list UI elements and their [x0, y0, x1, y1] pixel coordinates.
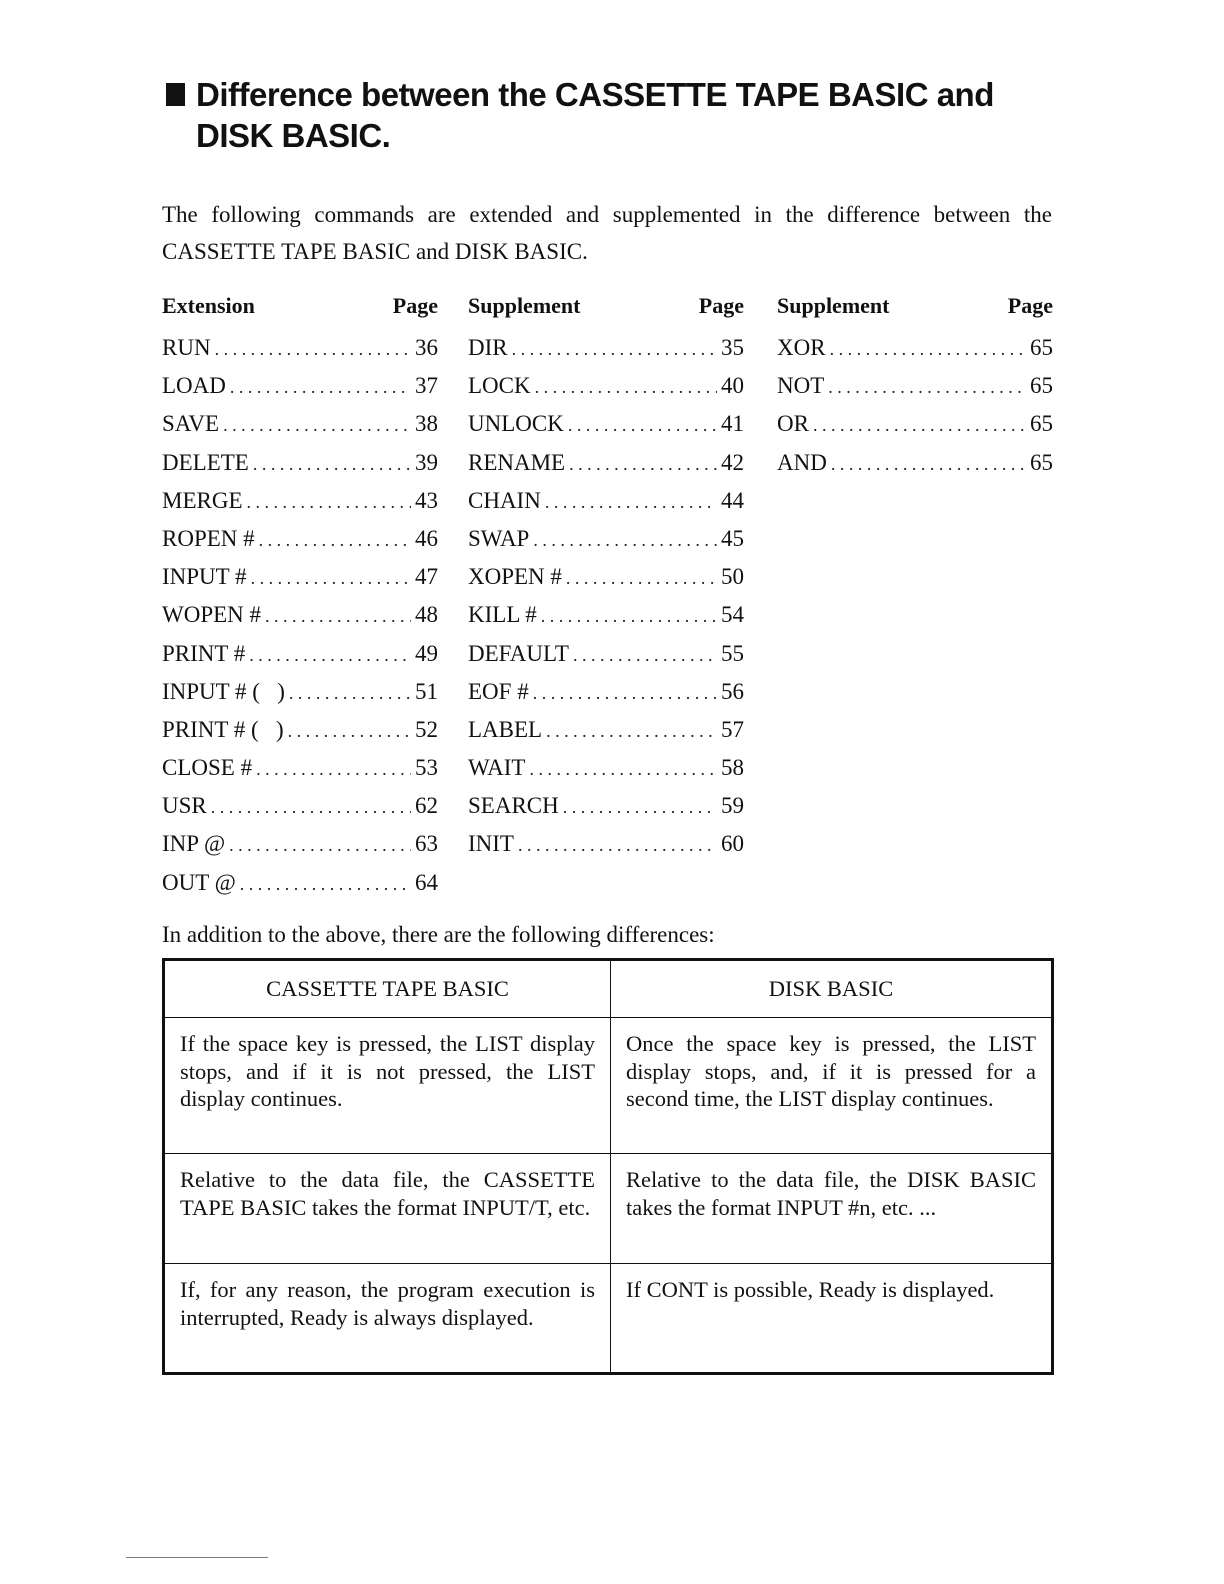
page-number: 62	[415, 793, 438, 819]
page-number: 42	[721, 449, 744, 475]
command-name: SAVE	[162, 411, 220, 437]
command-name: PRINT #	[162, 640, 246, 666]
list-item	[468, 635, 744, 673]
title-line-1: Difference between the CASSETTE TAPE BASIC and	[196, 76, 994, 113]
command-name: XOPEN #	[468, 564, 562, 590]
dot-leader	[830, 330, 1026, 368]
list-item	[777, 405, 1053, 443]
dot-leader	[253, 445, 411, 483]
page-number: 44	[721, 487, 744, 513]
dot-leader	[215, 330, 411, 368]
list-item	[468, 749, 744, 787]
dot-leader	[831, 445, 1026, 483]
page-number: 39	[415, 449, 438, 475]
list-item	[468, 444, 744, 482]
command-name: CHAIN	[468, 487, 541, 513]
command-name: DEFAULT	[468, 640, 569, 666]
command-name: SEARCH	[468, 793, 559, 819]
dot-leader	[249, 636, 411, 674]
dot-leader	[541, 597, 717, 635]
page-heading-label: Page	[1007, 293, 1053, 318]
page-number: 40	[721, 373, 744, 399]
dot-leader	[529, 750, 717, 788]
list-item	[468, 673, 744, 711]
list-item	[468, 367, 744, 405]
command-name: EOF #	[468, 678, 529, 704]
column-heading	[162, 291, 438, 329]
supplement-column-1	[468, 291, 744, 864]
dot-leader	[251, 559, 411, 597]
page-number: 51	[415, 678, 438, 704]
list-item	[162, 596, 438, 634]
page-number: 53	[415, 755, 438, 781]
dot-leader	[223, 406, 411, 444]
list-item	[468, 558, 744, 596]
disk-cell: Once the space key is pressed, the LIST display stops, and, if it is pressed for a second time, the LIST display continues.	[611, 1018, 1053, 1154]
command-name: INP @	[162, 831, 226, 857]
page-number: 65	[1030, 373, 1053, 399]
dot-leader	[566, 559, 717, 597]
command-name: ROPEN #	[162, 525, 255, 551]
dot-leader	[265, 597, 411, 635]
page-number: 65	[1030, 411, 1053, 437]
command-name: WOPEN #	[162, 602, 262, 628]
extension-column	[162, 291, 438, 902]
command-name: UNLOCK	[468, 411, 564, 437]
dot-leader	[569, 445, 717, 483]
list-item	[162, 405, 438, 443]
dot-leader	[563, 788, 717, 826]
page-heading-label: Page	[698, 293, 744, 318]
list-item	[162, 367, 438, 405]
page-number: 63	[415, 831, 438, 857]
page-number: 59	[721, 793, 744, 819]
list-item	[162, 711, 438, 749]
command-name: PRINT # ( )	[162, 716, 284, 742]
list-item	[162, 825, 438, 863]
command-name: DIR	[468, 335, 508, 360]
command-name: OUT @	[162, 869, 236, 895]
command-name: LOCK	[468, 373, 531, 399]
list-item	[162, 864, 438, 902]
page-number: 43	[415, 487, 438, 513]
dot-leader	[573, 636, 717, 674]
page-number: 50	[721, 564, 744, 590]
command-name: OR	[777, 411, 809, 437]
command-name: XOR	[777, 335, 826, 360]
dot-leader	[247, 483, 412, 521]
disk-cell: Relative to the data file, the DISK BASIC takes the format INPUT #n, etc. ...	[611, 1154, 1053, 1264]
dot-leader	[288, 712, 411, 750]
page-number: 47	[415, 564, 438, 590]
disk-cell: If CONT is possible, Ready is displayed.	[611, 1264, 1053, 1374]
title-line-2: DISK BASIC.	[196, 117, 391, 154]
page-heading-label: Page	[392, 293, 438, 318]
page-number: 58	[721, 755, 744, 781]
column-heading	[468, 291, 744, 329]
list-item	[777, 367, 1053, 405]
differences-table	[162, 958, 1054, 1375]
page-number: 48	[415, 602, 438, 628]
supplement-column-2	[777, 291, 1053, 482]
dot-leader	[813, 406, 1026, 444]
dot-leader	[229, 826, 411, 864]
dot-leader	[535, 368, 717, 406]
page-number: 57	[721, 716, 744, 742]
column-header-disk: DISK BASIC	[611, 960, 1053, 1018]
dot-leader	[568, 406, 717, 444]
page-number: 41	[721, 411, 744, 437]
page-number: 37	[415, 373, 438, 399]
list-item	[162, 329, 438, 367]
page-number: 64	[415, 869, 438, 895]
command-name: MERGE	[162, 487, 243, 513]
list-item	[468, 520, 744, 558]
table-row	[164, 1264, 1053, 1374]
dot-leader	[240, 865, 411, 903]
command-name: RENAME	[468, 449, 566, 475]
intro-paragraph: The following commands are extended and supplemented in the difference between the CASSETTE TAPE BASIC and DISK BASIC.	[162, 202, 1052, 264]
command-name: DELETE	[162, 449, 249, 475]
command-name: USR	[162, 793, 207, 819]
cassette-cell: If the space key is pressed, the LIST display stops, and if it is not pressed, the LIST display continues.	[164, 1018, 611, 1154]
page-number: 35	[721, 335, 744, 360]
page-number: 45	[721, 525, 744, 551]
dot-leader	[211, 788, 411, 826]
dot-leader	[828, 368, 1026, 406]
list-item	[162, 749, 438, 787]
dot-leader	[259, 521, 411, 559]
command-name: NOT	[777, 373, 825, 399]
command-name: LABEL	[468, 716, 543, 742]
square-bullet-icon	[166, 83, 185, 106]
command-name: WAIT	[468, 755, 526, 781]
command-name: INPUT #	[162, 564, 247, 590]
list-item	[468, 711, 744, 749]
page-number: 56	[721, 678, 744, 704]
dot-leader	[545, 483, 717, 521]
list-item	[162, 520, 438, 558]
dot-leader	[512, 330, 717, 368]
command-name: INPUT # ( )	[162, 678, 285, 704]
list-item	[468, 787, 744, 825]
table-row	[164, 1018, 1053, 1154]
list-item	[468, 825, 744, 863]
list-item	[162, 673, 438, 711]
list-item	[162, 444, 438, 482]
list-item	[777, 329, 1053, 367]
page-number: 60	[721, 831, 744, 857]
column-heading-label: Extension	[162, 293, 255, 318]
cassette-cell: If, for any reason, the program execution is interrupted, Ready is always displayed.	[164, 1264, 611, 1374]
page-number: 55	[721, 640, 744, 666]
page-number: 52	[415, 716, 438, 742]
dot-leader	[533, 521, 717, 559]
list-item	[468, 329, 744, 367]
differences-note: In addition to the above, there are the following differences:	[162, 922, 715, 947]
page-number: 38	[415, 411, 438, 437]
list-item	[162, 482, 438, 520]
command-name: INIT	[468, 831, 514, 857]
dot-leader	[289, 674, 411, 712]
command-name: CLOSE #	[162, 755, 253, 781]
list-item	[162, 635, 438, 673]
footer-divider	[126, 1557, 268, 1558]
list-item	[162, 558, 438, 596]
dot-leader	[546, 712, 717, 750]
dot-leader	[256, 750, 411, 788]
page-number: 46	[415, 525, 438, 551]
cassette-cell: Relative to the data file, the CASSETTE TAPE BASIC takes the format INPUT/T, etc.	[164, 1154, 611, 1264]
command-name: SWAP	[468, 525, 530, 551]
list-item	[162, 787, 438, 825]
table-header-row	[164, 960, 1053, 1018]
list-item	[777, 444, 1053, 482]
command-name: LOAD	[162, 373, 226, 399]
column-heading-label: Supplement	[777, 293, 890, 318]
dot-leader	[230, 368, 411, 406]
list-item	[468, 596, 744, 634]
list-item	[468, 405, 744, 443]
page-number: 36	[415, 335, 438, 360]
page-title	[166, 74, 1066, 156]
dot-leader	[533, 674, 717, 712]
page-number: 65	[1030, 335, 1053, 360]
column-header-cassette: CASSETTE TAPE BASIC	[164, 960, 611, 1018]
command-name: AND	[777, 449, 827, 475]
page-number: 49	[415, 640, 438, 666]
dot-leader	[518, 826, 717, 864]
column-heading	[777, 291, 1053, 329]
list-item	[468, 482, 744, 520]
column-heading-label: Supplement	[468, 293, 581, 318]
command-name: KILL #	[468, 602, 537, 628]
page-number: 65	[1030, 449, 1053, 475]
command-name: RUN	[162, 335, 211, 360]
page-number: 54	[721, 602, 744, 628]
table-row	[164, 1154, 1053, 1264]
